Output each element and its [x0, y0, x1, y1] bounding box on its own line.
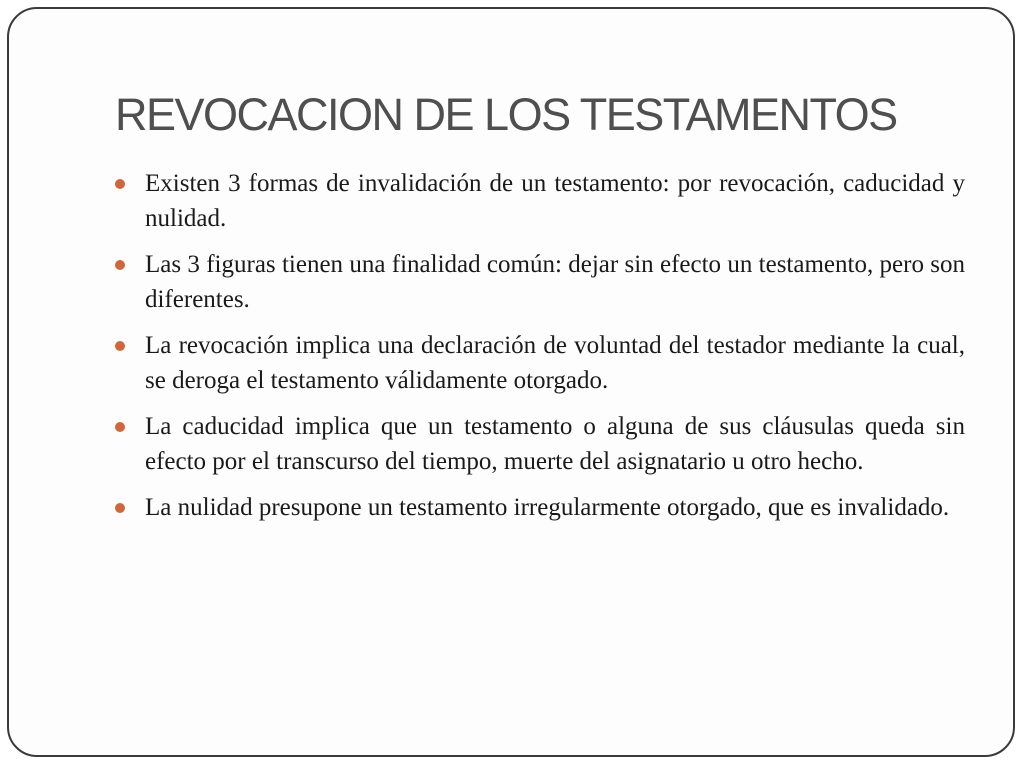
bullet-list	[115, 166, 965, 536]
bullet-dot-icon	[115, 179, 125, 189]
bullet-text: La revocación implica una declaración de voluntad del testador mediante la cual, se deroga el testamento válidamente otorgado.	[145, 332, 965, 394]
bullet-dot-icon	[115, 260, 125, 270]
bullet-dot-icon	[115, 341, 125, 351]
slide-title: REVOCACION DE LOS TESTAMENTOS	[115, 89, 897, 140]
list-item	[115, 247, 965, 317]
list-item	[115, 409, 965, 479]
bullet-dot-icon	[115, 503, 125, 513]
bullet-text: Existen 3 formas de invalidación de un testamento: por revocación, caducidad y nulidad.	[145, 170, 965, 232]
bullet-text: Las 3 figuras tienen una finalidad común: dejar sin efecto un testamento, pero son diferentes.	[145, 251, 965, 313]
list-item	[115, 166, 965, 236]
list-item	[115, 490, 965, 525]
bullet-text: La caducidad implica que un testamento o alguna de sus cláusulas queda sin efecto por el transcurso del tiempo, muerte del asignatario u otro hecho.	[145, 413, 965, 475]
bullet-dot-icon	[115, 422, 125, 432]
bullet-text: La nulidad presupone un testamento irregularmente otorgado, que es invalidado.	[145, 494, 950, 521]
list-item	[115, 328, 965, 398]
